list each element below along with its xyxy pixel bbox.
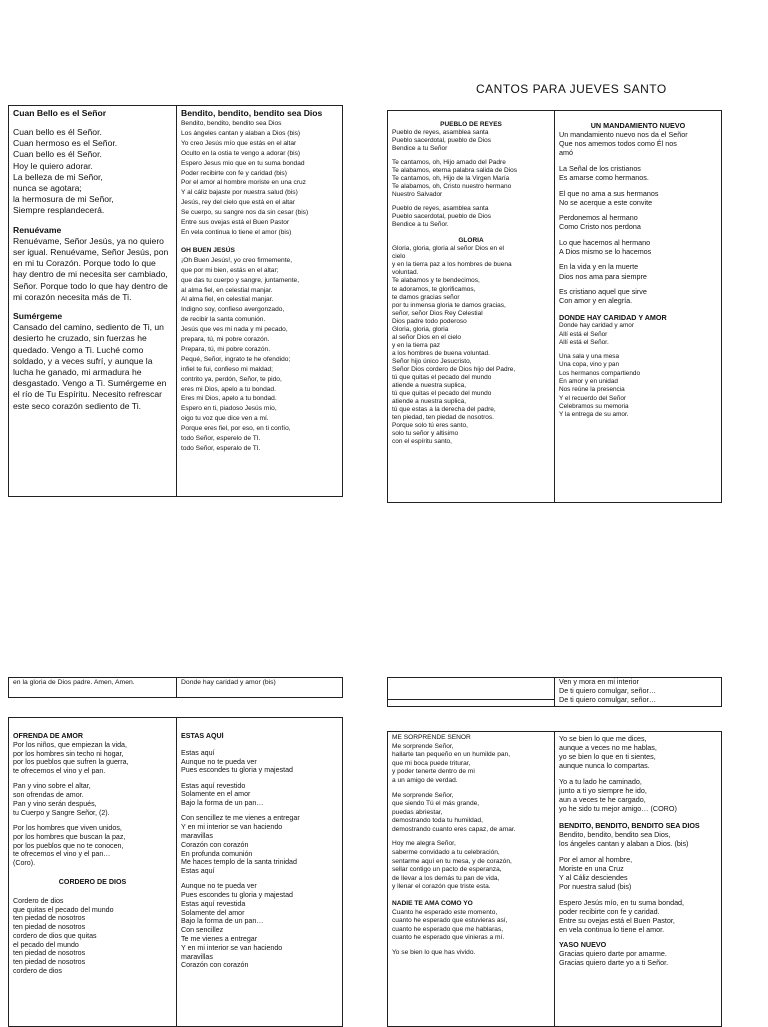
lyrics-line: Es cristiano aquel que sirve	[559, 287, 647, 297]
lyrics-line: Una sala y una mesa	[559, 353, 620, 361]
panel-5-right-column	[177, 718, 342, 1026]
lyrics-line: señor, señor Dios Rey Celestial	[392, 309, 483, 317]
lyrics-line: Estas aquí revestida	[181, 899, 246, 908]
lyrics-line: Entre sus ovejas está el Buen Pastor	[181, 219, 290, 227]
page-title: CANTOS PARA JUEVES SANTO	[476, 82, 667, 96]
song-title: PUEBLO DE REYES	[440, 121, 502, 128]
lyrics-line: (Coro).	[13, 859, 36, 868]
lyrics-line: En vela continua lo tiene el amor (bis)	[181, 228, 292, 236]
lyrics-line: aunque a veces no me hablas,	[559, 743, 657, 753]
panel-5	[8, 717, 343, 1027]
lyrics-line: junto a ti yo siempre he ido,	[559, 785, 647, 795]
lyrics-line: los ángeles cantan y alaban a Dios. (bis)	[559, 839, 689, 849]
panel-2	[387, 110, 722, 503]
lyrics-line: Te me vienes a entregar	[181, 935, 258, 944]
lyrics-line: sentarme aquí en tu mesa, y de corazón,	[392, 857, 512, 865]
lyrics-line: te ofrecemos el vino y el pan…	[13, 850, 111, 859]
panel-3	[8, 677, 343, 698]
lyrics-paragraph: Cansado del camino, sediento de Ti, un desierto he cruzado, sin fuerzas he quedado. Vengo a Ti. Luché como soldado, y a veces sufrí, y aunque la lucha he ganado, mi armadura he desgastado. Vengo a Ti. Sumérgeme en el río de Tu Espíritu. Necesito refrescar este seco corazón sediento de Ti.	[13, 322, 167, 411]
panel-1-right-column	[177, 106, 342, 496]
lyrics-line: Cuan bello es él Señor.	[13, 149, 102, 160]
lyrics-line: ten piedad, ten piedad de nosotros.	[392, 414, 494, 422]
lyrics-line: Entre su ovejas está el Buen Pastor,	[559, 916, 675, 925]
lyrics-line: Te cantamos, oh, Hijo de la Virgen María	[392, 175, 510, 183]
lyrics-line: tú que quitas el pecado del mundo	[392, 374, 492, 382]
song-title: YASO NUEVO	[559, 940, 607, 950]
lyrics-line: y en la tierra paz	[392, 341, 441, 349]
lyrics-line: por los pueblos que sufren la guerra,	[13, 758, 129, 767]
panel-2-right-column	[555, 111, 721, 502]
lyrics-line: Donde hay caridad y amor (bis)	[181, 679, 276, 686]
lyrics-line: En profunda comunión	[181, 849, 253, 858]
panel-1-left-column	[9, 106, 176, 496]
lyrics-line: Y al cáliz bajaste por nuestra salud (bis)	[181, 189, 298, 197]
lyrics-line: La Señal de los cristianos	[559, 163, 641, 173]
song-title: OFRENDA DE AMOR	[13, 732, 84, 740]
lyrics-line: Nuestro Salvador	[392, 191, 443, 199]
lyrics-line: Señor hijo único Jesucristo,	[392, 357, 472, 365]
lyrics-block	[392, 909, 550, 958]
lyrics-line: Estas aquí	[181, 867, 215, 876]
lyrics-line: cuanto he esperado que vinieras a mí.	[392, 934, 505, 942]
lyrics-line: Eres mi Dios, apelo a tu bondad.	[181, 395, 277, 403]
lyrics-line: a los hombres de buena voluntad.	[392, 349, 490, 357]
lyrics-line: Me haces templo de la santa trinidad	[181, 858, 297, 867]
lyrics-line: Pueblo sacerdotal, pueblo de Dios	[392, 213, 492, 221]
lyrics-line: Y el recuerdo del Señor	[559, 394, 627, 402]
lyrics-line: Pueblo de reyes, asamblea santa	[392, 205, 489, 213]
lyrics-line: Bendito, bendito, bendito sea Dios,	[559, 830, 671, 840]
lyrics-line: Y al Cáliz desciendes	[559, 873, 628, 883]
lyrics-line: de recibir la santa comunión.	[181, 316, 266, 324]
lyrics-line: cordero de dios que quitas	[13, 931, 97, 940]
lyrics-line: Jesús, rey del cielo que está en el altar	[181, 199, 295, 207]
lyrics-line: De ti quiero comulgar, señor…	[559, 686, 657, 695]
lyrics-line: saberme convidado a tu celebración,	[392, 849, 500, 856]
lyrics-block	[559, 130, 717, 305]
lyrics-line: y en la tierra paz a los hombres de buena	[392, 261, 512, 269]
lyrics-line: Los ángeles cantan y alaban a Dios (bis)	[181, 129, 301, 137]
lyrics-line: Corazón con corazón	[181, 840, 249, 849]
lyrics-line: que por mi bien, estás en el altar;	[181, 266, 279, 274]
lyrics-line: Estas aquí	[181, 748, 215, 757]
lyrics-line: En la vida y en la muerte	[559, 262, 639, 272]
lyrics-line: Te alabamos, oh, Cristo nuestro hermano	[392, 183, 512, 191]
lyrics-line: Yo se bien lo que has vivido.	[392, 948, 476, 956]
song-title: ESTAS AQUÍ	[181, 732, 224, 740]
lyrics-line: De ti quiero comulgar, señor…	[559, 695, 657, 704]
lyrics-line: La belleza de mi Señor,	[13, 171, 103, 182]
lyrics-line: cielo	[392, 253, 406, 261]
lyrics-line: que siendo Tú el más grande,	[392, 800, 480, 808]
lyrics-line: Pan y vino sobre el altar,	[13, 782, 91, 791]
song-title: Cuan Bello es el Señor	[13, 108, 107, 118]
lyrics-line: de llevar a los demás tu pan de vida,	[392, 874, 500, 882]
lyrics-line: todo Señor, esperalo de TI.	[181, 445, 261, 452]
lyrics-line: sellar contigo un pacto de esperanza,	[392, 866, 502, 874]
lyrics-line: poder recibirte con fe y caridad.	[559, 906, 660, 916]
lyrics-line: demostrando toda tu humildad,	[392, 817, 483, 825]
lyrics-line: Oculto en la ostia te vengo a adorar (bis)	[181, 149, 301, 157]
panel-5-left-column	[9, 718, 176, 1026]
lyrics-line: y llenar el corazón que triste esta.	[392, 883, 491, 891]
panel-4-right-column	[555, 678, 721, 706]
lyrics-line: en vela continua lo tiene el amor.	[559, 925, 665, 935]
lyrics-line: Cordero de dios	[13, 896, 64, 905]
panel-1	[8, 105, 343, 497]
lyrics-line: oigo tu voz que dice ven a mí.	[181, 415, 269, 423]
lyrics-line: Es amarse como hermanos.	[559, 172, 649, 182]
lyrics-line: Ven y mora en mi interior	[559, 678, 639, 686]
panel-3-right-column	[177, 678, 342, 697]
lyrics-line: Que nos amemos todos como Él nos	[559, 139, 677, 149]
lyrics-line: demostrando cuanto eres capaz, de amar.	[392, 825, 516, 833]
song-title: CORDERO DE DIOS	[58, 877, 127, 886]
lyrics-line: Cuanto he esperado este momento,	[392, 908, 498, 916]
lyrics-line: a un amigo de verdad.	[392, 776, 458, 784]
lyrics-line: Un mandamiento nuevo nos da el Señor	[559, 130, 688, 140]
lyrics-line: Bajo la forma de un pan…	[181, 917, 264, 926]
lyrics-line: Por el amor al hombre,	[559, 854, 633, 864]
lyrics-line: te damos gracias señor	[392, 293, 460, 301]
lyrics-block	[559, 734, 717, 813]
lyrics-line: Y en mi interior se van haciendo	[181, 943, 283, 952]
lyrics-line: al alma fiel, en celestial manjar.	[181, 286, 273, 294]
song-title: BENDITO, BENDITO, BENDITO SEA DIOS	[559, 821, 700, 831]
lyrics-line: yo he sido tu mejor amigo… (CORO)	[559, 804, 677, 814]
lyrics-line: Porque solo tú eres santo,	[392, 422, 468, 430]
lyrics-line: Se cuerpo, su sangre nos da sin cesar (bis)	[181, 209, 309, 217]
lyrics-line: Me sorprende Señor,	[392, 791, 454, 799]
lyrics-line: Los hermanos compartiendo	[559, 369, 640, 377]
lyrics-line: Señor Dios cordero de Dios hijo del Padre,	[392, 366, 516, 373]
lyrics-line: El que no ama a sus hermanos	[559, 188, 659, 198]
lyrics-line: Por los niños, que empiezan la vida,	[13, 740, 127, 749]
lyrics-line: atiende a nuestra suplica,	[392, 382, 467, 390]
lyrics-line: Jesús que ves mi nada y mi pecado,	[181, 326, 288, 334]
lyrics-line: te adoramos, te glorificamos,	[392, 285, 476, 293]
lyrics-line: Siempre resplandecerá.	[13, 205, 105, 216]
lyrics-line: solo tu señor y altisimo	[392, 430, 459, 438]
lyrics-line: Prepara, tú, mi pobre corazón.	[181, 345, 271, 353]
lyrics-line: Aunque no te pueda ver	[181, 757, 257, 766]
panel-6	[387, 731, 722, 1027]
lyrics-line: Moriste en una Cruz	[559, 864, 624, 874]
lyrics-line: Gloria, gloria, gloria	[392, 325, 449, 333]
lyrics-line: Pues escondes tu gloria y majestad	[181, 891, 293, 900]
lyrics-line: Estas aquí revestido	[181, 781, 246, 790]
lyrics-line: por tu inmensa gloria te damos gracias,	[392, 301, 506, 309]
lyrics-line: Perdonemos al hermano	[559, 213, 638, 223]
lyrics-block	[13, 897, 172, 976]
lyrics-line: la hermosura de mi Señor,	[13, 194, 114, 205]
lyrics-line: Gloria, gloria, gloria al señor Dios en el	[392, 245, 504, 253]
lyrics-line: Una copa, vino y pan	[559, 361, 620, 369]
lyrics-line: Lo que hacemos al hermano	[559, 237, 651, 247]
song-title: DONDE HAY CARIDAD Y AMOR	[559, 313, 667, 323]
lyrics-line: son ofrendas de amor.	[13, 791, 84, 800]
lyrics-line: ten piedad de nosotros	[13, 958, 86, 967]
lyrics-line: en la gloria de Dios padre. Amen, Amen.	[13, 679, 135, 686]
lyrics-line: Con amor y en alegría.	[559, 296, 633, 306]
lyrics-line: Corazón con corazón	[181, 961, 249, 970]
lyrics-line: aun a veces te he cargado,	[559, 795, 646, 805]
lyrics-block	[181, 119, 338, 238]
lyrics-line: ten piedad de nosotros	[13, 914, 86, 923]
lyrics-line: Celebramos su memoria	[559, 402, 629, 410]
lyrics-line: por los hombres sin techo ni hogar,	[13, 749, 124, 758]
lyrics-paragraph: Renuévame, Señor Jesús, ya no quiero ser igual. Renuévame, Señor Jesús, pon en mi tu Corazón. Porque todo lo que hay dentro de mi necesita ser cambiado, Señor. Porque todo lo que hay dentro de mi corazón necesita más de Ti.	[13, 235, 169, 302]
song-title: NADIE TE AMA COMO YO	[392, 899, 473, 907]
lyrics-block	[559, 678, 717, 704]
lyrics-block	[559, 322, 717, 419]
lyrics-line: cuanto he esperado que me hablaras,	[392, 925, 504, 933]
lyrics-line: que mi boca puede triturar,	[392, 759, 471, 767]
lyrics-line: tu Cuerpo y Sangre Señor, (2).	[13, 808, 110, 817]
lyrics-line: Por los hombres que viven unidos,	[13, 823, 122, 832]
lyrics-line: Gracias quiero darte yo a ti Señor.	[559, 958, 669, 968]
song-title: Sumérgeme	[13, 310, 63, 321]
lyrics-line: Poder recibirte con fe y caridad (bis)	[181, 169, 287, 177]
lyrics-line: aunque nunca lo compartas.	[559, 761, 650, 771]
song-title: ME SORPRENDE SEÑOR	[392, 734, 471, 741]
lyrics-line: contrito ya, perdón, Señor, te pido,	[181, 375, 282, 383]
lyrics-block	[181, 749, 338, 970]
lyrics-line: Gracias quiero darte por amarme.	[559, 949, 667, 959]
lyrics-line: Con sencillez	[181, 926, 224, 935]
lyrics-line: Te alabamos, eterna palabra salida de Dios	[392, 167, 518, 175]
lyrics-line: voluntad.	[392, 269, 419, 277]
lyrics-line: infiel te fui, confieso mi maldad;	[181, 365, 273, 373]
lyrics-line: te ofrecemos el vino y el pan.	[13, 767, 106, 776]
lyrics-line: Bajo la forma de un pan…	[181, 799, 264, 808]
lyrics-line: maravillas	[181, 952, 213, 961]
lyrics-line: tú que estas a la derecha del padre,	[392, 406, 496, 414]
lyrics-line: Y la entrega de su amor.	[559, 411, 629, 419]
lyrics-line: tú que quitas el pecado del mundo	[392, 390, 492, 398]
lyrics-line: Como Cristo nos perdona	[559, 222, 641, 232]
lyrics-line: Bendice a tu Señor.	[392, 221, 449, 229]
song-title: UN MANDAMIENTO NUEVO	[590, 121, 686, 130]
lyrics-line: Hoy me alegra Señor,	[392, 840, 456, 848]
lyrics-block	[13, 741, 172, 868]
lyrics-line: Espero Jesus mio que en tu suma bondad	[181, 159, 305, 167]
lyrics-line: yo se bien lo que en ti sientes,	[559, 752, 656, 762]
lyrics-line: por los pueblos que no te conocen,	[13, 841, 124, 850]
lyrics-line: hallarte tan pequeño en un humilde pan,	[392, 751, 511, 759]
lyrics-line: y poder tenerte dentro de mi	[392, 768, 475, 776]
lyrics-line: maravillas	[181, 831, 213, 840]
lyrics-line: Donde hay caridad y amor	[559, 322, 634, 330]
lyrics-line: Al alma fiel, en celestial manjar.	[181, 296, 274, 304]
lyrics-line: por los hombres que buscan la paz,	[13, 832, 126, 841]
song-title: OH BUEN JESÚS	[181, 246, 235, 254]
lyrics-line: Y en mi interior se van haciendo	[181, 823, 283, 832]
lyrics-line: Indigno soy, confieso avergonzado,	[181, 306, 285, 314]
lyrics-line: nunca se agotara;	[13, 182, 82, 193]
lyrics-line: Me sorprende Señor,	[392, 742, 454, 750]
lyrics-line: Solamente en el amor	[181, 790, 251, 799]
lyrics-line: Cuan bello es él Señor.	[13, 126, 102, 137]
lyrics-line: puedas abriestar,	[392, 808, 443, 816]
lyrics-line: Espero en ti, piadoso Jesús mío,	[181, 405, 277, 413]
lyrics-line: Dios padre todo poderoso	[392, 317, 467, 325]
lyrics-line: al señor Dios en el cielo	[392, 333, 462, 341]
song-title: GLORIA	[458, 237, 484, 245]
lyrics-line: el pecado del mundo	[13, 940, 79, 949]
lyrics-line: eres mi Dios, apelo a tu bondad.	[181, 385, 276, 393]
lyrics-block	[559, 949, 717, 967]
lyrics-line: que quitas el pecado del mundo	[13, 905, 114, 914]
lyrics-line: que das tu cuerpo y sangre, juntamente,	[181, 276, 300, 284]
lyrics-line: No se acerque a este convite	[559, 197, 653, 207]
lyrics-line: Yo creo Jesús mío que estás en el altar	[181, 139, 297, 147]
lyrics-line: Dios nos ama para siempre	[559, 271, 647, 281]
lyrics-block	[392, 129, 550, 229]
lyrics-block	[181, 256, 338, 454]
lyrics-block	[559, 830, 717, 934]
lyrics-line: Bendice a tu Señor	[392, 145, 448, 153]
panel-3-left-column	[9, 678, 176, 697]
lyrics-line: En amor y en unidad	[559, 377, 618, 385]
panel-4	[387, 677, 722, 707]
lyrics-line: con el espíritu santo,	[392, 438, 452, 446]
lyrics-line: Porque eres fiel, por eso, en ti confío,	[181, 425, 291, 433]
lyrics-line: Pan y vino serán después,	[13, 799, 97, 808]
lyrics-line: ¡Oh Buen Jesús!, yo creo firmemente,	[181, 256, 293, 264]
lyrics-line: A Dios mismo se lo hacemos	[559, 246, 652, 256]
lyrics-line: Allí está el Señor	[559, 330, 608, 338]
lyrics-block	[392, 743, 550, 892]
lyrics-line: Te cantamos, oh, Hijo amado del Padre	[392, 159, 506, 167]
lyrics-line: Espero Jesús mío, en tu suma bondad,	[559, 897, 685, 907]
lyrics-line: ten piedad de nosotros	[13, 949, 86, 958]
lyrics-line: Yo se bien lo que me dices,	[559, 734, 647, 743]
lyrics-line: Pequé, Señor, ingrato te he ofendido;	[181, 355, 291, 363]
lyrics-line: todo Señor, esperelo de TI.	[181, 435, 261, 443]
panel-6-left-column	[388, 732, 554, 1026]
lyrics-line: cordero de dios	[13, 967, 62, 976]
lyrics-line: Hoy le quiero adorar.	[13, 160, 93, 171]
lyrics-line: atiende a nuestra suplica,	[392, 398, 467, 406]
lyrics-line: Nos reúne la presencia	[559, 386, 625, 394]
lyrics-line: cuanto he esperado que estuvieras así,	[392, 917, 508, 925]
lyrics-line: Con sencillez te me vienes a entregar	[181, 814, 300, 823]
lyrics-line: Cuan hermoso es el Señor.	[13, 138, 118, 149]
lyrics-line: Allí está el Señor.	[559, 339, 609, 346]
lyrics-line: amó	[559, 148, 573, 158]
lyrics-line: Te alabamos y te bendecimos,	[392, 277, 480, 285]
lyrics-line: Yo a tu lado he caminado,	[559, 776, 642, 786]
lyrics-line: Por el amor al hombre moriste en una cruz	[181, 179, 306, 187]
lyrics-line: Pueblo sacerdotal, pueblo de Dios	[392, 137, 492, 145]
lyrics-line: Aunque no te pueda ver	[181, 882, 257, 891]
panel-2-left-column	[388, 111, 554, 502]
song-title: Renuévame	[13, 224, 62, 235]
lyrics-line: Bendito, bendito, bendito sea Dios	[181, 120, 282, 127]
lyrics-block	[392, 245, 550, 446]
lyrics-line: Por nuestra salud (bis)	[559, 882, 632, 892]
lyrics-block	[13, 119, 172, 216]
lyrics-line: Pues escondes tu gloria y majestad	[181, 766, 293, 775]
song-title: Bendito, bendito, bendito sea Dios	[181, 108, 323, 118]
lyrics-line: ten piedad de nosotros	[13, 923, 86, 932]
panel-6-right-column	[555, 732, 721, 1026]
lyrics-line: Solamente del amor	[181, 908, 245, 917]
stanza-gap	[13, 119, 172, 127]
lyrics-line: prepara, tú, mi pobre corazón.	[181, 336, 270, 344]
lyrics-line: Pueblo de reyes, asamblea santa	[392, 129, 489, 137]
